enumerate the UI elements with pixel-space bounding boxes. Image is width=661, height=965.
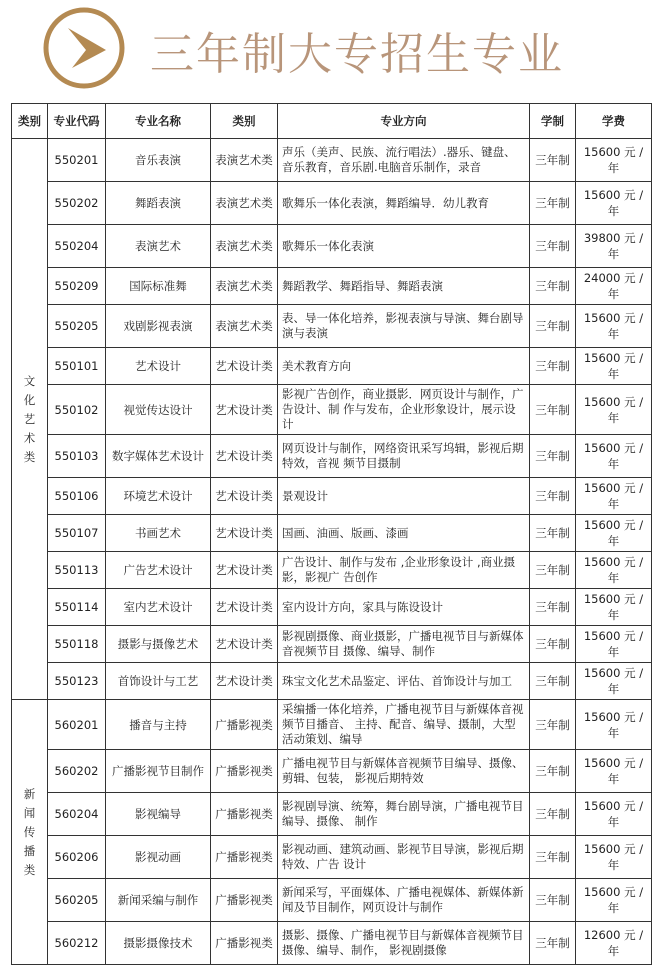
length-cell: 三年制 — [530, 139, 576, 182]
direction-cell: 美术教育方向 — [278, 348, 530, 385]
direction-cell: 景观设计 — [278, 478, 530, 515]
length-cell: 三年制 — [530, 515, 576, 552]
type-cell: 艺术设计类 — [211, 385, 278, 435]
code-cell: 550209 — [48, 268, 106, 305]
length-cell: 三年制 — [530, 225, 576, 268]
type-cell: 艺术设计类 — [211, 515, 278, 552]
type-cell: 艺术设计类 — [211, 626, 278, 663]
code-cell: 550202 — [48, 182, 106, 225]
fee-cell: 15600 元 / 年 — [576, 626, 652, 663]
direction-cell: 珠宝文化艺术品鉴定、评估、首饰设计与加工 — [278, 663, 530, 700]
direction-cell: 影视剧导演、统筹，舞台剧导演，广播电视节目编导、摄像、 制作 — [278, 793, 530, 836]
fee-cell: 15600 元 / 年 — [576, 793, 652, 836]
fee-cell: 12600 元 / 年 — [576, 922, 652, 965]
fee-cell: 15600 元 / 年 — [576, 348, 652, 385]
type-cell: 艺术设计类 — [211, 552, 278, 589]
direction-cell: 声乐（美声、民族、流行唱法）.器乐、键盘、音乐教育，音乐剧.电脑音乐制作，录音 — [278, 139, 530, 182]
table-row — [12, 700, 652, 750]
fee-cell: 15600 元 / 年 — [576, 305, 652, 348]
table-row — [12, 435, 652, 478]
category-label: 新闻传播类 — [23, 786, 36, 877]
fee-cell: 15600 元 / 年 — [576, 478, 652, 515]
direction-cell: 歌舞乐一体化表演，舞蹈编导．幼儿教育 — [278, 182, 530, 225]
direction-cell: 网页设计与制作，网络资讯采写坞辑，影视后期特效，音视 频节目摄制 — [278, 435, 530, 478]
length-cell: 三年制 — [530, 879, 576, 922]
table-row — [12, 385, 652, 435]
table-row — [12, 922, 652, 965]
col-direction: 专业方向 — [278, 104, 530, 139]
name-cell: 摄影摄像技术 — [106, 922, 211, 965]
code-cell: 550204 — [48, 225, 106, 268]
fee-cell: 24000 元 / 年 — [576, 268, 652, 305]
code-cell: 560205 — [48, 879, 106, 922]
length-cell: 三年制 — [530, 305, 576, 348]
table-row — [12, 879, 652, 922]
type-cell: 广播影视类 — [211, 750, 278, 793]
name-cell: 摄影与摄像艺术 — [106, 626, 211, 663]
direction-cell: 歌舞乐一体化表演 — [278, 225, 530, 268]
name-cell: 视觉传达设计 — [106, 385, 211, 435]
length-cell: 三年制 — [530, 663, 576, 700]
code-cell: 560201 — [48, 700, 106, 750]
direction-cell: 影视广告创作，商业摄影．网页设计与制作，广告设计、制 作与发布，企业形象设计，展示设计 — [278, 385, 530, 435]
table-row — [12, 552, 652, 589]
type-cell: 广播影视类 — [211, 836, 278, 879]
table-row — [12, 589, 652, 626]
fee-cell: 15600 元 / 年 — [576, 663, 652, 700]
page-header — [0, 0, 661, 96]
code-cell: 560206 — [48, 836, 106, 879]
table-row — [12, 225, 652, 268]
table-header-row — [12, 104, 652, 139]
play-arrow-logo-icon — [42, 6, 126, 90]
code-cell: 550106 — [48, 478, 106, 515]
code-cell: 550205 — [48, 305, 106, 348]
code-cell: 550123 — [48, 663, 106, 700]
table-row — [12, 478, 652, 515]
name-cell: 环境艺术设计 — [106, 478, 211, 515]
name-cell: 首饰设计与工艺 — [106, 663, 211, 700]
direction-cell: 室内设计方向，家具与陈设设计 — [278, 589, 530, 626]
direction-cell: 采编播一体化培养，广播电视节目与新媒体音视频节目播音、 主持、配音、编导、摄制，大型活动策划、编导 — [278, 700, 530, 750]
name-cell: 音乐表演 — [106, 139, 211, 182]
table-row — [12, 515, 652, 552]
type-cell: 表演艺术类 — [211, 305, 278, 348]
name-cell: 表演艺术 — [106, 225, 211, 268]
name-cell: 广播影视节目制作 — [106, 750, 211, 793]
table-row — [12, 348, 652, 385]
direction-cell: 影视剧摄像、商业摄影，广播电视节目与新媒体音视频节目 摄像、编导、制作 — [278, 626, 530, 663]
table-row — [12, 139, 652, 182]
direction-cell: 舞蹈教学、舞蹈指导、舞蹈表演 — [278, 268, 530, 305]
table-row — [12, 268, 652, 305]
direction-cell: 新闻采写，平面媒体、广播电视媒体、新媒体新闻及节目制作，网页设计与制作 — [278, 879, 530, 922]
col-fee: 学费 — [576, 104, 652, 139]
name-cell: 戏剧影视表演 — [106, 305, 211, 348]
category-label: 文化艺术类 — [23, 373, 36, 464]
fee-cell: 15600 元 / 年 — [576, 700, 652, 750]
majors-table — [11, 103, 652, 965]
type-cell: 艺术设计类 — [211, 478, 278, 515]
fee-cell: 39800 元 / 年 — [576, 225, 652, 268]
fee-cell: 15600 元 / 年 — [576, 182, 652, 225]
direction-cell: 广播电视节目与新媒体音视频节目编导、摄像、剪辑、包装， 影视后期特效 — [278, 750, 530, 793]
category-cell — [12, 700, 48, 965]
code-cell: 550101 — [48, 348, 106, 385]
table-row — [12, 626, 652, 663]
type-cell: 广播影视类 — [211, 879, 278, 922]
code-cell: 550113 — [48, 552, 106, 589]
col-code: 专业代码 — [48, 104, 106, 139]
type-cell: 广播影视类 — [211, 922, 278, 965]
name-cell: 国际标准舞 — [106, 268, 211, 305]
type-cell: 表演艺术类 — [211, 139, 278, 182]
type-cell: 表演艺术类 — [211, 225, 278, 268]
name-cell: 影视动画 — [106, 836, 211, 879]
length-cell: 三年制 — [530, 589, 576, 626]
name-cell: 广告艺术设计 — [106, 552, 211, 589]
type-cell: 广播影视类 — [211, 700, 278, 750]
col-length: 学制 — [530, 104, 576, 139]
code-cell: 560204 — [48, 793, 106, 836]
fee-cell: 15600 元 / 年 — [576, 435, 652, 478]
length-cell: 三年制 — [530, 435, 576, 478]
fee-cell: 15600 元 / 年 — [576, 552, 652, 589]
code-cell: 560202 — [48, 750, 106, 793]
code-cell: 550103 — [48, 435, 106, 478]
col-name: 专业名称 — [106, 104, 211, 139]
code-cell: 550114 — [48, 589, 106, 626]
type-cell: 艺术设计类 — [211, 663, 278, 700]
code-cell: 550201 — [48, 139, 106, 182]
fee-cell: 15600 元 / 年 — [576, 515, 652, 552]
table-row — [12, 836, 652, 879]
length-cell: 三年制 — [530, 478, 576, 515]
direction-cell: 影视动画、建筑动画、影视节目导演，影视后期特效、广告 设计 — [278, 836, 530, 879]
fee-cell: 15600 元 / 年 — [576, 750, 652, 793]
length-cell: 三年制 — [530, 836, 576, 879]
length-cell: 三年制 — [530, 750, 576, 793]
name-cell: 播音与主持 — [106, 700, 211, 750]
code-cell: 560212 — [48, 922, 106, 965]
length-cell: 三年制 — [530, 552, 576, 589]
name-cell: 书画艺术 — [106, 515, 211, 552]
type-cell: 广播影视类 — [211, 793, 278, 836]
type-cell: 艺术设计类 — [211, 348, 278, 385]
length-cell: 三年制 — [530, 182, 576, 225]
length-cell: 三年制 — [530, 793, 576, 836]
type-cell: 艺术设计类 — [211, 435, 278, 478]
name-cell: 舞蹈表演 — [106, 182, 211, 225]
col-type: 类别 — [211, 104, 278, 139]
type-cell: 表演艺术类 — [211, 268, 278, 305]
length-cell: 三年制 — [530, 348, 576, 385]
length-cell: 三年制 — [530, 700, 576, 750]
code-cell: 550102 — [48, 385, 106, 435]
table-row — [12, 750, 652, 793]
direction-cell: 国画、油画、版画、漆画 — [278, 515, 530, 552]
table-row — [12, 793, 652, 836]
direction-cell: 表、导一体化培养，影视表演与导演、舞台剧导演与表演 — [278, 305, 530, 348]
name-cell: 影视编导 — [106, 793, 211, 836]
fee-cell: 15600 元 / 年 — [576, 879, 652, 922]
length-cell: 三年制 — [530, 922, 576, 965]
fee-cell: 15600 元 / 年 — [576, 139, 652, 182]
code-cell: 550107 — [48, 515, 106, 552]
table-row — [12, 663, 652, 700]
name-cell: 数字媒体艺术设计 — [106, 435, 211, 478]
length-cell: 三年制 — [530, 268, 576, 305]
fee-cell: 15600 元 / 年 — [576, 836, 652, 879]
length-cell: 三年制 — [530, 626, 576, 663]
fee-cell: 15600 元 / 年 — [576, 385, 652, 435]
type-cell: 表演艺术类 — [211, 182, 278, 225]
category-cell — [12, 139, 48, 700]
name-cell: 新闻采编与制作 — [106, 879, 211, 922]
direction-cell: 广告设计、制作与发布 ,企业形象设计 ,商业摄影，影视广 告创作 — [278, 552, 530, 589]
fee-cell: 15600 元 / 年 — [576, 589, 652, 626]
table-row — [12, 305, 652, 348]
code-cell: 550118 — [48, 626, 106, 663]
name-cell: 艺术设计 — [106, 348, 211, 385]
direction-cell: 摄影、摄像、广播电视节目与新媒体音视频节目摄像、编导、制作， 影视剧摄像 — [278, 922, 530, 965]
length-cell: 三年制 — [530, 385, 576, 435]
page-title: 三年制大专招生专业 — [150, 29, 564, 80]
name-cell: 室内艺术设计 — [106, 589, 211, 626]
col-category: 类别 — [12, 104, 48, 139]
type-cell: 艺术设计类 — [211, 589, 278, 626]
table-row — [12, 182, 652, 225]
